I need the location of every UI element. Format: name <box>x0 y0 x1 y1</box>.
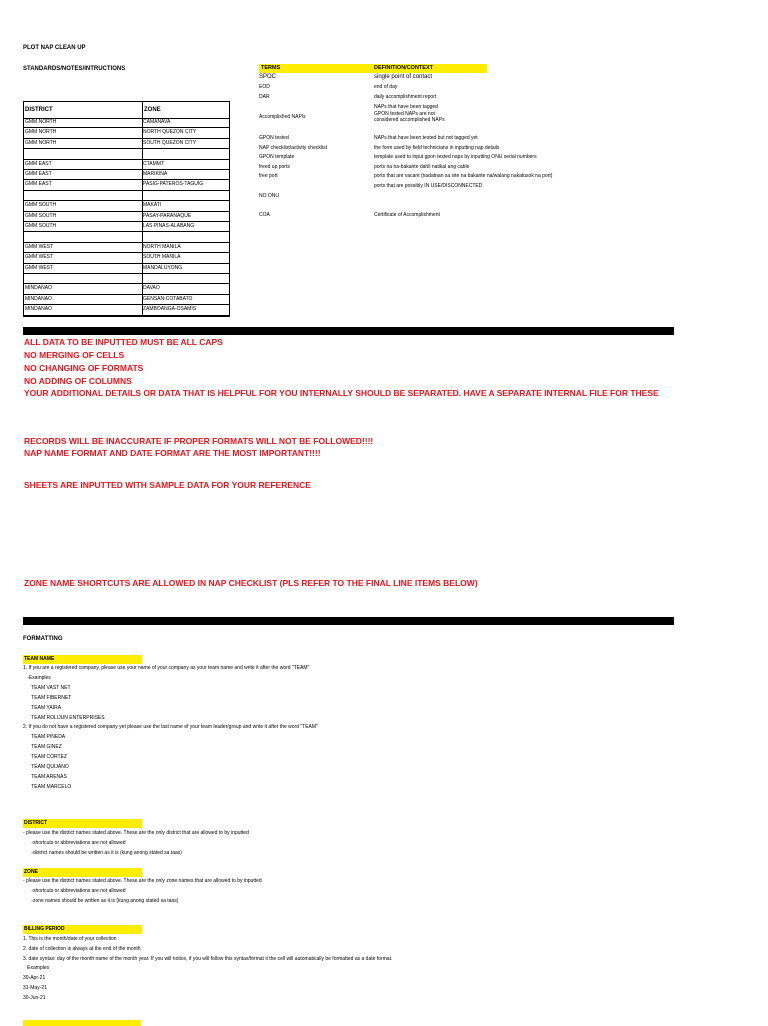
district-cell: GMM EAST <box>25 160 52 167</box>
table-row <box>24 118 229 128</box>
term-cell: Accomplished NAP/s <box>259 114 306 120</box>
table-row <box>24 305 229 315</box>
instruction-line: TEAM QUIJANO <box>23 764 69 770</box>
zone-cell: MANDALUYONG <box>143 264 183 271</box>
zone-cell: MAKATI <box>143 202 162 209</box>
instruction-line: -Examples <box>23 674 51 681</box>
district-cell: GMM EAST <box>25 181 52 188</box>
definition-cell: ports na na-bakante dahil natikal ang cable <box>374 164 470 170</box>
instruction-line: -district names should be written as it is (kung anong stated sa taas) <box>23 850 182 856</box>
term-cell: NAP checklist/activity checklist <box>259 145 327 151</box>
district-cell: GMM SOUTH <box>25 202 57 209</box>
definition-cell: end of day <box>374 84 398 90</box>
team-name-label: TEAM NAME <box>23 655 142 664</box>
sample-note: SHEETS ARE INPUTTED WITH SAMPLE DATA FOR YOUR REFERENCE <box>24 480 311 490</box>
district-cell: GMM WEST <box>25 254 54 261</box>
district-header: DISTRICT <box>25 107 53 113</box>
instruction-line: 2. If you do not have a registered company yet please use the last name of your team leader/group and write it after the word "TEAM" <box>23 724 318 731</box>
zone-note: ZONE NAME SHORTCUTS ARE ALLOWED IN NAP CHECKLIST (PLS REFER TO THE FINAL LINE ITEMS BELOW) <box>24 578 478 588</box>
term-cell: COA <box>259 212 270 218</box>
definition-cell: ports that are possibly IN USE/DISCONNECTED <box>374 183 483 189</box>
zone-cell: CAMANAVA <box>143 119 171 125</box>
term-cell: EOD <box>259 84 270 90</box>
table-row <box>24 139 229 149</box>
instruction-line: 1. If you are a registered company, please use your name of your company as your team name and write it after the word "TEAM" <box>23 665 310 671</box>
table-row <box>24 170 229 180</box>
district-cell: GMM SOUTH <box>25 212 57 219</box>
zone-cell: PASIG-PATEROS-TAGUIG <box>143 181 204 188</box>
term-cell: NO ONU <box>259 193 279 199</box>
rule-line: NO ADDING OF COLUMNS <box>24 376 132 386</box>
section-divider <box>23 327 674 335</box>
district-cell: GMM NORTH <box>25 139 57 146</box>
warning-records: RECORDS WILL BE INACCURATE IF PROPER FORMATS WILL NOT BE FOLLOWED!!!! <box>24 436 374 446</box>
district-label: DISTRICT <box>23 819 142 828</box>
zone-cell: CTAMMT <box>143 160 165 167</box>
table-row <box>24 284 229 294</box>
definition-cell: NAPs that have been tagged <box>374 104 438 110</box>
table-row <box>24 212 229 222</box>
instruction-line: TEAM CORTEZ <box>23 754 67 761</box>
page-subtitle: STANDARDS/NOTES/INTRUCTIONS <box>23 66 126 72</box>
instruction-line: - please use the district names stated above. These are the only district that are allowed to by inputted <box>23 830 249 836</box>
table-row <box>24 274 229 284</box>
term-cell: GPON tested <box>259 135 289 141</box>
zone-cell: ZAMBOANGA-OSAMIS <box>143 306 197 313</box>
district-cell: MINDANAO <box>25 306 52 313</box>
definition-cell: template used to input gpon tested naps by inputting ONU serial numbers <box>374 154 537 160</box>
terms-header-bar <box>259 64 487 73</box>
zone-cell: LAS PINAS-ALABANG <box>143 223 195 229</box>
table-row <box>24 243 229 253</box>
zone-cell: DAVAO <box>143 285 160 292</box>
instruction-line: TEAM PINEDA <box>23 734 66 741</box>
term-cell: DAR <box>259 94 270 100</box>
table-header <box>24 102 229 119</box>
instruction-line: - please use the district names stated above. These are the only zone names that are allowed to by inputted <box>23 878 262 884</box>
instruction-line: 2. date of collection is always at the end of the month <box>23 945 141 952</box>
table-row <box>24 128 229 138</box>
district-cell: GMM NORTH <box>25 129 57 136</box>
definition-header: DEFINITION/CONTEXT <box>374 65 433 71</box>
definition-cell: single point of contact <box>374 74 433 80</box>
instruction-line: -shortcuts or abbreviations are not allowed <box>23 888 126 894</box>
table-row <box>24 201 229 211</box>
table-row <box>24 149 229 159</box>
district-cell: GMM EAST <box>25 171 52 177</box>
instruction-line: 30-Jun-21 <box>23 994 46 1001</box>
rule-line: YOUR ADDITIONAL DETAILS OR DATA THAT IS HELPFUL FOR YOU INTERNALLY SHOULD BE SEPARATED. HAVE A SEPARATE INTERNAL FILE FOR THESE <box>24 388 659 398</box>
terms-header: TERMS <box>261 65 281 71</box>
definition-cell: the form used by field technicians in inputting nap details <box>374 145 500 151</box>
instruction-line: TEAM ROLIJUN ENTERPRISES <box>23 714 105 721</box>
district-cell: GMM WEST <box>25 264 54 271</box>
instruction-line: 30-Apr-21 <box>23 975 46 982</box>
rule-line: ALL DATA TO BE INPUTTED MUST BE ALL CAPS <box>24 337 223 347</box>
instruction-line: 3. date syntax: day of the month name of the month year. If you will notice, if you will follow this syntax/format it the cell will automatically be formatted as a date format. <box>23 955 393 962</box>
instruction-line: TEAM MARCELO <box>23 783 72 790</box>
definition-cell: GPON tested NAPs are not considered accomplished NAPs <box>374 111 445 123</box>
table-row <box>24 222 229 232</box>
definition-cell: NAPs that have been tested but not tagged yet <box>374 135 478 141</box>
table-row <box>24 295 229 305</box>
instruction-line: TEAM FIBERNET <box>23 694 72 701</box>
definition-cell: ports that are vacant (nadatnan sa site na bakante na/walang nakatusok na port) <box>374 173 553 179</box>
district-zone-table <box>23 101 230 317</box>
district-cell: GMM NORTH <box>25 119 57 125</box>
definition-cell: daily accomplishment report <box>374 94 437 100</box>
district-cell: GMM SOUTH <box>25 223 57 229</box>
definition-cell: Certificate of Accomplishment <box>374 212 440 218</box>
term-cell: SPOC <box>259 74 277 80</box>
table-row <box>24 191 229 201</box>
instruction-line: Examples <box>23 965 50 972</box>
formatting-title: FORMATTING <box>23 636 63 642</box>
zone-cell: GENSAN-COTABATO <box>143 295 193 302</box>
billing-period-label: BILLING PERIOD <box>23 925 142 934</box>
instruction-line: TEAM YAIRA <box>23 704 62 711</box>
rule-line: NO MERGING OF CELLS <box>24 350 125 360</box>
zone-cell: SOUTH QUEZON CITY <box>143 139 197 146</box>
next-section-label <box>23 1020 141 1026</box>
rule-line: NO CHANGING OF FORMATS <box>24 363 144 373</box>
instruction-line: -shortcuts or abbreviations are not allowed <box>23 840 126 846</box>
instruction-line: TEAM VAST NET <box>23 684 71 691</box>
zone-cell: PASAY-PARANAQUE <box>143 212 192 219</box>
table-row <box>24 160 229 170</box>
table-row <box>24 180 229 190</box>
term-cell: free port <box>259 173 278 179</box>
page-title: PLOT NAP CLEAN UP <box>23 45 86 51</box>
zone-label: ZONE <box>23 868 142 877</box>
district-cell: MINDANAO <box>25 295 52 302</box>
zone-cell: NORTH QUEZON CITY <box>143 129 197 136</box>
instruction-line: 31-May-21 <box>23 985 47 991</box>
term-cell: GPON template <box>259 154 295 160</box>
instruction-line: -zone names should be written as it is (kung anong stated sa taas) <box>23 898 179 904</box>
zone-cell: MARIKINA <box>143 171 168 177</box>
instruction-line: 1. This is the month/date of your collection <box>23 936 117 942</box>
section-divider <box>23 617 674 625</box>
instruction-line: TEAM ARENAS <box>23 773 67 780</box>
zone-cell: NORTH MANILA <box>143 243 181 250</box>
term-cell: freed up ports <box>259 164 290 170</box>
district-cell: GMM WEST <box>25 243 54 250</box>
zone-cell: SOUTH MANILA <box>143 254 181 261</box>
instruction-line: TEAM GINEZ <box>23 744 62 751</box>
table-row <box>24 232 229 242</box>
district-cell: MINDANAO <box>25 285 52 292</box>
table-row <box>24 264 229 274</box>
table-row <box>24 253 229 263</box>
warning-format: NAP NAME FORMAT AND DATE FORMAT ARE THE MOST IMPORTANT!!!! <box>24 448 321 458</box>
zone-header: ZONE <box>144 107 161 113</box>
